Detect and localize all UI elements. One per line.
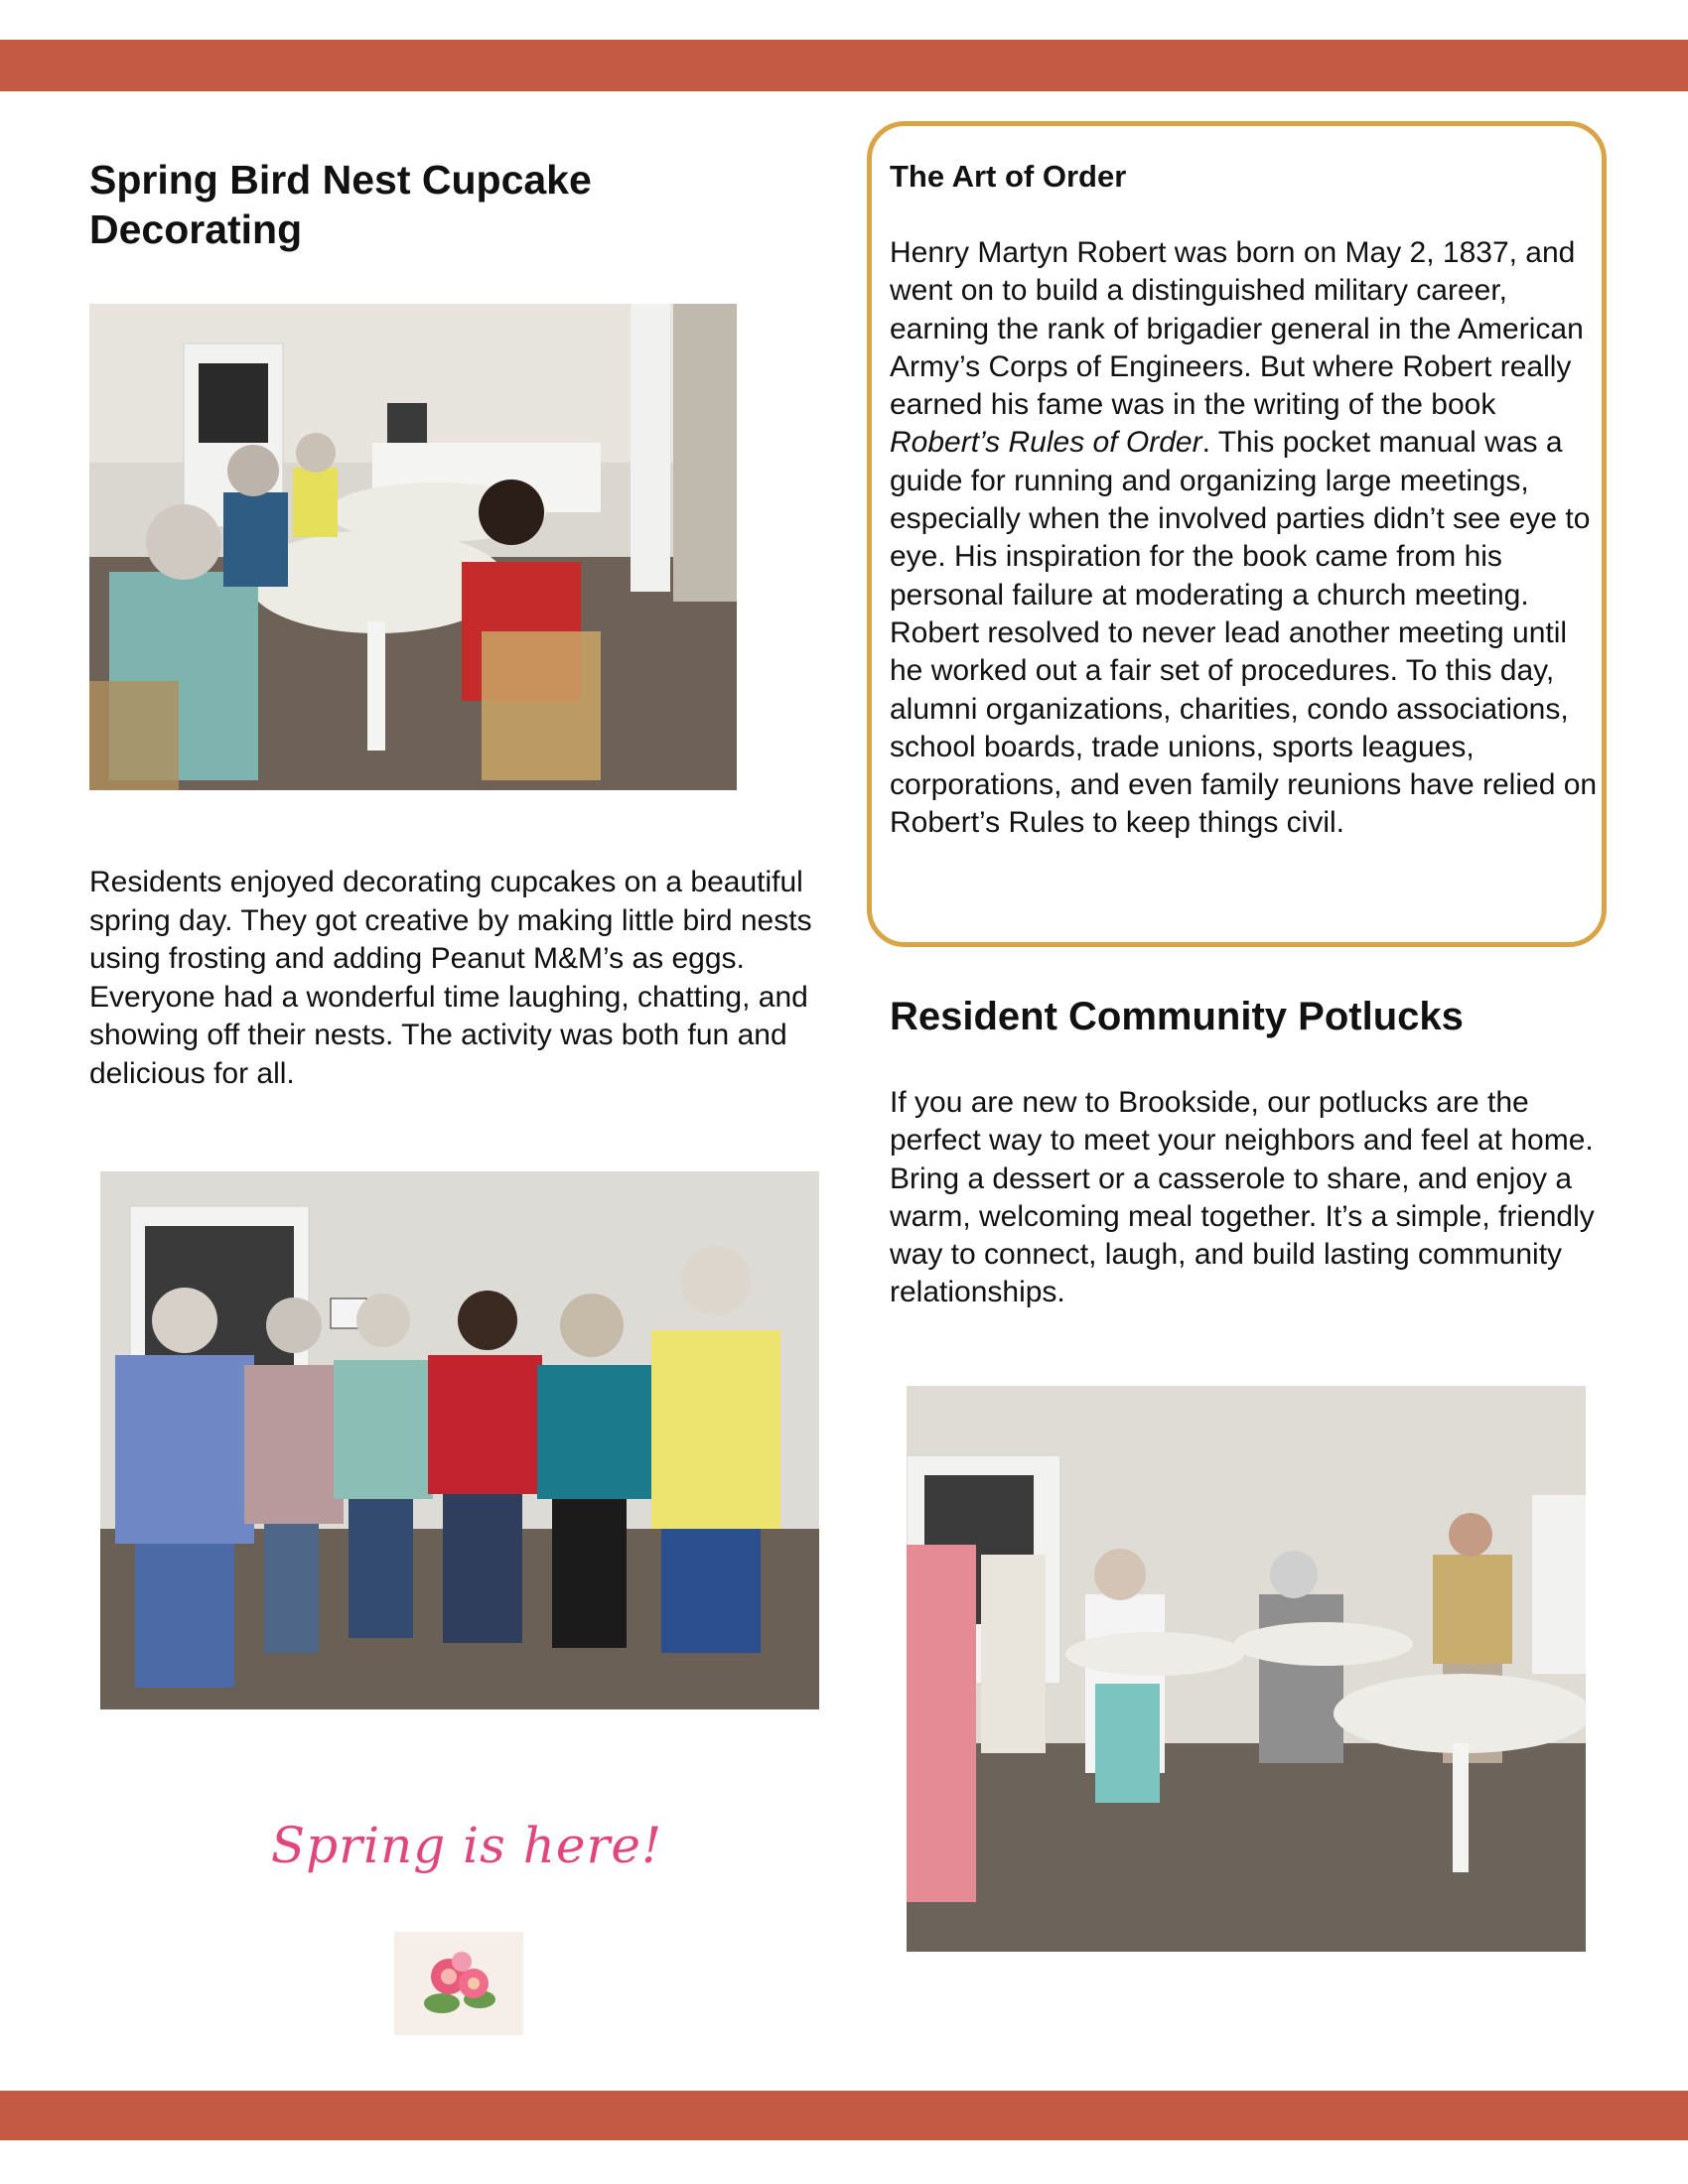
cupcake-description: Residents enjoyed decorating cupcakes on a beautiful spring day. They got creative by making little bird nests using frosting and adding Peanut M&M’s as eggs. Everyone had a wonderful time laughing, chatting, and showing off their nests. The activity was both fun and delicious for all. [89, 866, 812, 1090]
spring-is-here-heading: Spring is here! [270, 1817, 663, 1874]
residents-group-photo [100, 1171, 819, 1709]
cupcake-decorating-photo [89, 304, 737, 790]
cupcake-title: Spring Bird Nest Cupcake Decorating [89, 157, 592, 252]
potluck-description: If you are new to Brookside, our potlucks are the perfect way to meet your neighbors and feel at home. Bring a dessert or a casserole to share, and enjoy a warm, welcoming meal together. It’s a simple, friendly way to connect, laugh, and build lasting community relationships. [890, 1086, 1595, 1309]
art-of-order-title: The Art of Order [890, 159, 1127, 194]
potluck-title: Resident Community Potlucks [890, 995, 1464, 1038]
art-of-order-body: Henry Martyn Robert was born on May 2, 1837, and went on to build a distinguished military career, earning the rank of brigadier general in the American Army’s Corps of Engineers. But where Robert really earned his fame was in the writing of the book Robert’s Rules of Order. This pocket manual was a guide for running and organizing large meetings, especially when the involved parties didn’t see eye to eye. His inspiration for the book came from his personal failure at moderating a church meeting. Robert resolved to never lead another meeting until he worked out a fair set of procedures. To this day, alumni organizations, charities, condo associations, school boards, trade unions, sports leagues, corporations, and even family reunions have relied on Robert’s Rules to keep things civil. [890, 236, 1598, 840]
bottom-band [0, 2091, 1688, 2140]
book-title: Robert’s Rules of Order [890, 426, 1202, 460]
flower-icon [394, 1932, 523, 2035]
potluck-photo [907, 1386, 1586, 1952]
top-band [0, 40, 1688, 91]
